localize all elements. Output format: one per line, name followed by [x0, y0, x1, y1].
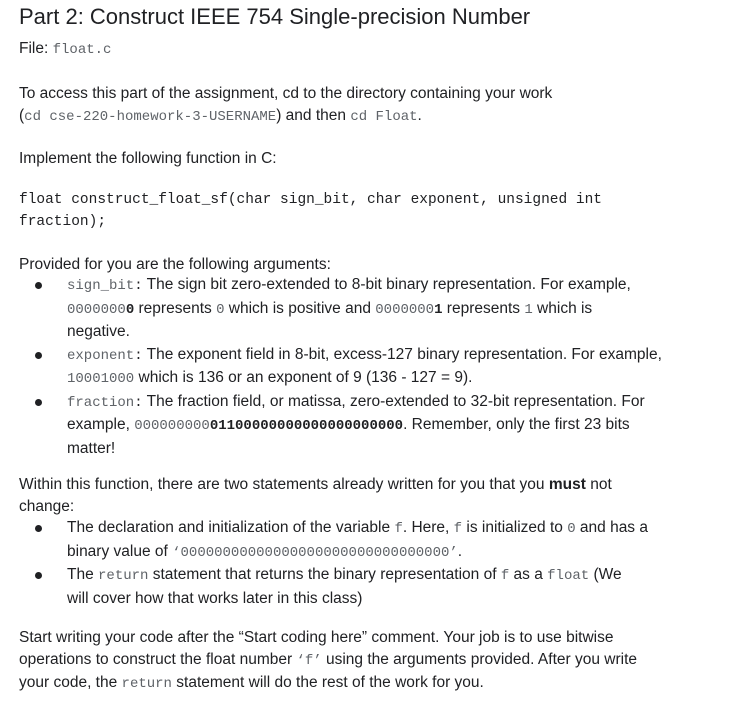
bullet-icon	[35, 399, 42, 406]
access-paragraph	[19, 83, 552, 128]
return-keyword: return	[121, 676, 172, 692]
bullet-icon	[35, 352, 42, 359]
list-item-return: The return statement that returns the binary representation of f as a float (We will cover how that works later in this class)	[19, 564, 648, 610]
paren-open: (	[19, 106, 25, 124]
sign-bit-name: sign_bit	[67, 278, 135, 294]
list-item-exponent: exponent: The exponent field in 8-bit, excess-127 binary representation. For example, 10001000 which is 136 or an exponent of 9 (136 - 127 = 9).	[19, 344, 662, 391]
statements-list	[19, 517, 648, 610]
bullet-icon	[35, 572, 42, 579]
access-line-1: To access this part of the assignment, cd to the directory containing your work	[19, 85, 553, 102]
file-line	[19, 38, 111, 62]
fraction-name: fraction	[67, 394, 135, 411]
arguments-list	[19, 274, 662, 460]
file-name: float.c	[52, 42, 112, 58]
page-title: Part 2: Construct IEEE 754 Single-precision Number	[19, 4, 531, 29]
start-paragraph: Start writing your code after the “Start coding here” comment. Your job is to use bitwise operations to construct the float number ‘f’ using the arguments provided. After you write your code, the return statement will do the rest of the work for you.	[19, 629, 637, 692]
must-emphasis: must	[548, 476, 586, 493]
within-paragraph: Within this function, there are two statements already written for you that you must not change:	[19, 476, 612, 515]
cd-homework-command: cd cse-220-homework-3-USERNAME	[24, 108, 277, 125]
access-mid-text: ) and then	[276, 106, 351, 124]
signature-line-1: float construct_float_sf(char sign_bit, char exponent, unsigned int	[19, 192, 602, 208]
file-label: File:	[19, 40, 49, 57]
f-literal: ‘f’	[296, 652, 322, 669]
access-end: .	[417, 106, 422, 124]
cd-float-command: cd Float	[350, 108, 418, 125]
function-signature	[19, 190, 602, 233]
signature-line-2: fraction);	[19, 213, 107, 230]
list-item-declaration: The declaration and initialization of the variable f. Here, f is initialized to 0 and has a binary value of ‘00000000000000000000000000000000’.	[19, 517, 648, 564]
exponent-name: exponent	[67, 347, 135, 364]
bullet-icon	[35, 282, 42, 289]
bullet-icon	[35, 525, 42, 532]
provided-intro: Provided for you are the following arguments:	[19, 256, 331, 273]
list-item-sign-bit: sign_bit: The sign bit zero-extended to 8-bit binary representation. For example, 00000000 represents 0 which is positive and 00000001 represents 1 which is negative.	[19, 274, 662, 344]
list-item-fraction: fraction: The fraction field, or matissa, zero-extended to 32-bit representation. For example, 00000000001100000000000000000000. Remember, only the first 23 bits matter!	[19, 391, 662, 461]
implement-line: Implement the following function in C:	[19, 150, 277, 167]
access-line-2	[19, 105, 552, 129]
